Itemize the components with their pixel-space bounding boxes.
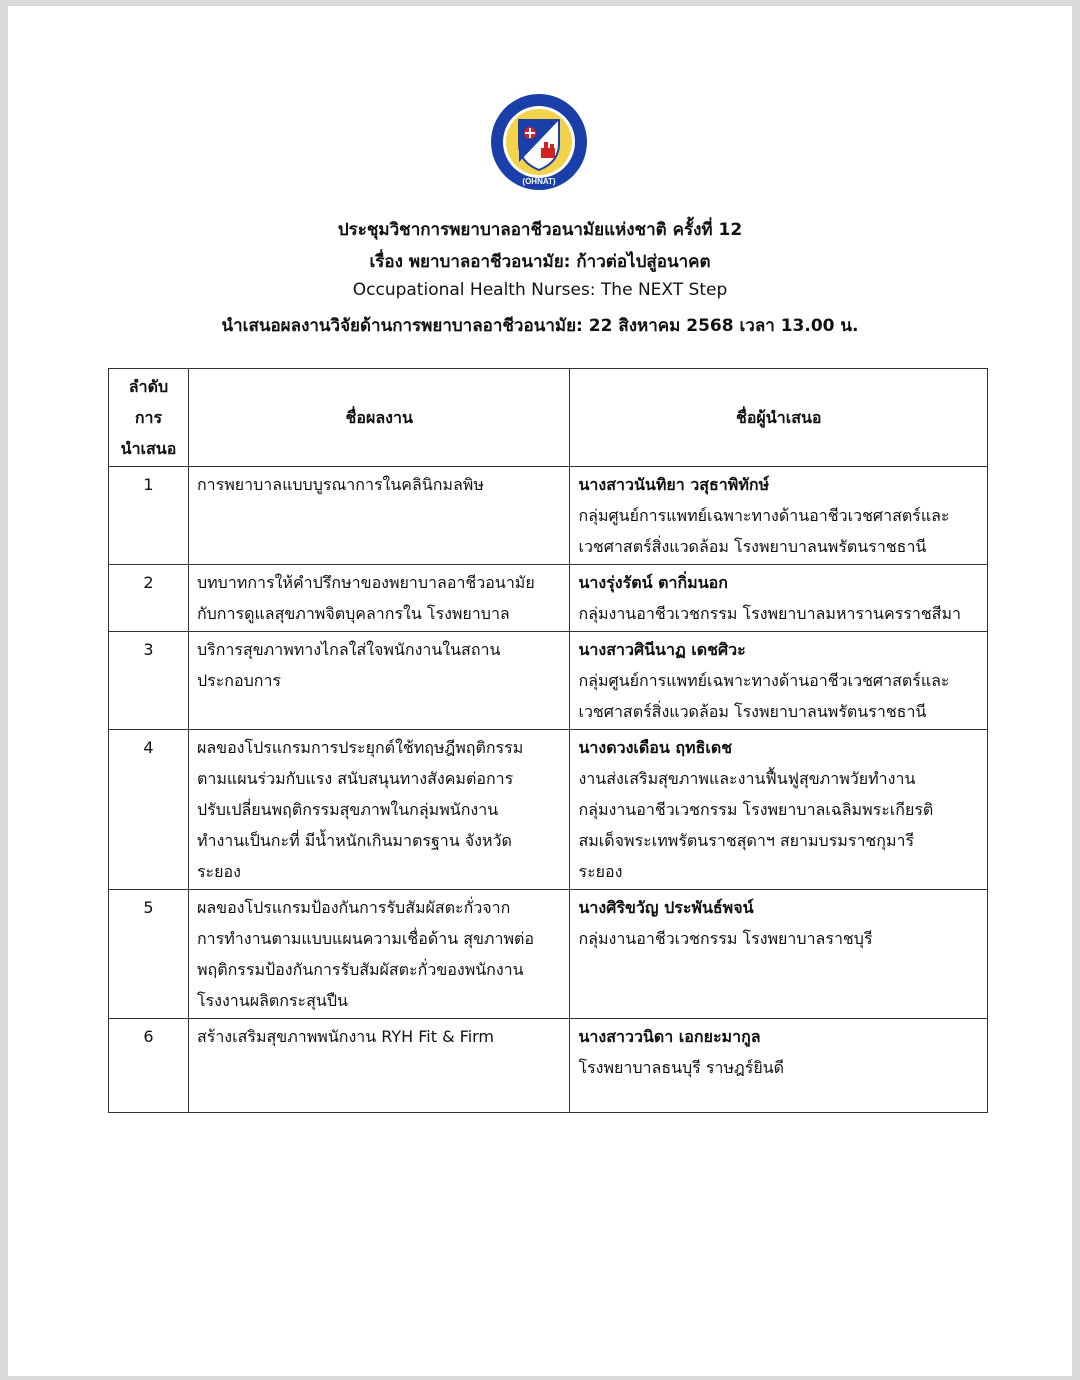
- presenter-cell: [570, 565, 988, 632]
- order-number: 3: [109, 632, 189, 730]
- work-title: ผลของโปรแกรมการประยุกต์ใช้ทฤษฎีพฤติกรรม ตามแผนร่วมกับแรง สนับสนุนทางสังคมต่อการ ปรับเปลี่ยนพฤติกรรมสุขภาพในกลุ่มพนักงาน ทำงานเป็นกะที่ มีน้ำหนักเกินมาตรฐาน จังหวัด ระยอง: [188, 730, 570, 890]
- presenter-affiliation: โรงพยาบาลธนบุรี ราษฎร์ยินดี: [578, 1058, 785, 1077]
- order-number: 2: [109, 565, 189, 632]
- presenter-name: นางสาวนันทิยา วสุธาพิทักษ์: [578, 475, 770, 494]
- work-title: บทบาทการให้คำปรึกษาของพยาบาลอาชีวอนามัย กับการดูแลสุขภาพจิตบุคลากรใน โรงพยาบาล: [188, 565, 570, 632]
- work-title: สร้างเสริมสุขภาพพนักงาน RYH Fit & Firm: [188, 1019, 570, 1113]
- presenter-cell: [570, 1019, 988, 1113]
- work-title: ผลของโปรแกรมป้องกันการรับสัมผัสตะกั่วจาก การทำงานตามแบบแผนความเชื่อด้าน สุขภาพต่อ พฤติกรรมป้องกันการรับสัมผัสตะกั่วของพนักงาน โรงงานผลิตกระสุนปืน: [188, 890, 570, 1019]
- order-number: 5: [109, 890, 189, 1019]
- presentation-schedule: นำเสนอผลงานวิจัยด้านการพยาบาลอาชีวอนามัย: 22 สิงหาคม 2568 เวลา 13.00 น.: [221, 316, 859, 336]
- column-header-presenter: ชื่อผู้นำเสนอ: [570, 369, 988, 467]
- order-number: 4: [109, 730, 189, 890]
- presenter-name: นางรุ่งรัตน์ ตากิ่มนอก: [578, 573, 728, 592]
- presenter-name: นางดวงเดือน ฤทธิเดช: [578, 738, 733, 757]
- presenter-name: นางสาววนิดา เอกยะมากูล: [578, 1027, 761, 1046]
- column-header-title: ชื่อผลงาน: [188, 369, 570, 467]
- work-title: บริการสุขภาพทางไกลใส่ใจพนักงานในสถาน ประกอบการ: [188, 632, 570, 730]
- table-row: [109, 1019, 988, 1113]
- order-number: 6: [109, 1019, 189, 1113]
- svg-text:(OHNAT): (OHNAT): [522, 177, 556, 186]
- work-title: การพยาบาลแบบบูรณาการในคลินิกมลพิษ: [188, 467, 570, 565]
- presenter-cell: [570, 467, 988, 565]
- presenter-affiliation: กลุ่มงานอาชีวเวชกรรม โรงพยาบาลราชบุรี: [578, 929, 873, 948]
- presenter-name: นางศิริขวัญ ประพันธ์พจน์: [578, 898, 754, 917]
- presenter-affiliation: กลุ่มงานอาชีวเวชกรรม โรงพยาบาลมหารานครราชสีมา: [578, 604, 961, 623]
- presenter-affiliation: งานส่งเสริมสุขภาพและงานฟื้นฟูสุขภาพวัยทำงาน กลุ่มงานอาชีวเวชกรรม โรงพยาบาลเฉลิมพระเกียรติ สมเด็จพระเทพรัตนราชสุดาฯ สยามบรมราชกุมารี ระยอง: [578, 769, 934, 881]
- table-row: [109, 730, 988, 890]
- ohnat-logo: [489, 92, 589, 192]
- table-row: [109, 890, 988, 1019]
- presenter-affiliation: กลุ่มศูนย์การแพทย์เฉพาะทางด้านอาชีวเวชศาสตร์และ เวชศาสตร์สิ่งแวดล้อม โรงพยาบาลนพรัตนราชธานี: [578, 671, 950, 721]
- presenter-affiliation: กลุ่มศูนย์การแพทย์เฉพาะทางด้านอาชีวเวชศาสตร์และ เวชศาสตร์สิ่งแวดล้อม โรงพยาบาลนพรัตนราชธานี: [578, 506, 950, 556]
- presentation-table: [108, 368, 988, 1113]
- table-row: [109, 467, 988, 565]
- presenter-cell: [570, 632, 988, 730]
- presenter-cell: [570, 730, 988, 890]
- table-row: [109, 632, 988, 730]
- presenter-name: นางสาวศินีนาฏ เดชศิวะ: [578, 640, 746, 659]
- presenter-cell: [570, 890, 988, 1019]
- conference-theme-english: Occupational Health Nurses: The NEXT Step: [352, 280, 728, 300]
- column-header-order: ลำดับ การ นำเสนอ: [109, 369, 189, 467]
- table-row: [109, 565, 988, 632]
- conference-title: ประชุมวิชาการพยาบาลอาชีวอนามัยแห่งชาติ ครั้งที่ 12: [337, 220, 743, 240]
- table-header-row: [109, 369, 988, 467]
- conference-theme: เรื่อง พยาบาลอาชีวอนามัย: ก้าวต่อไปสู่อนาคต: [369, 252, 711, 272]
- order-number: 1: [109, 467, 189, 565]
